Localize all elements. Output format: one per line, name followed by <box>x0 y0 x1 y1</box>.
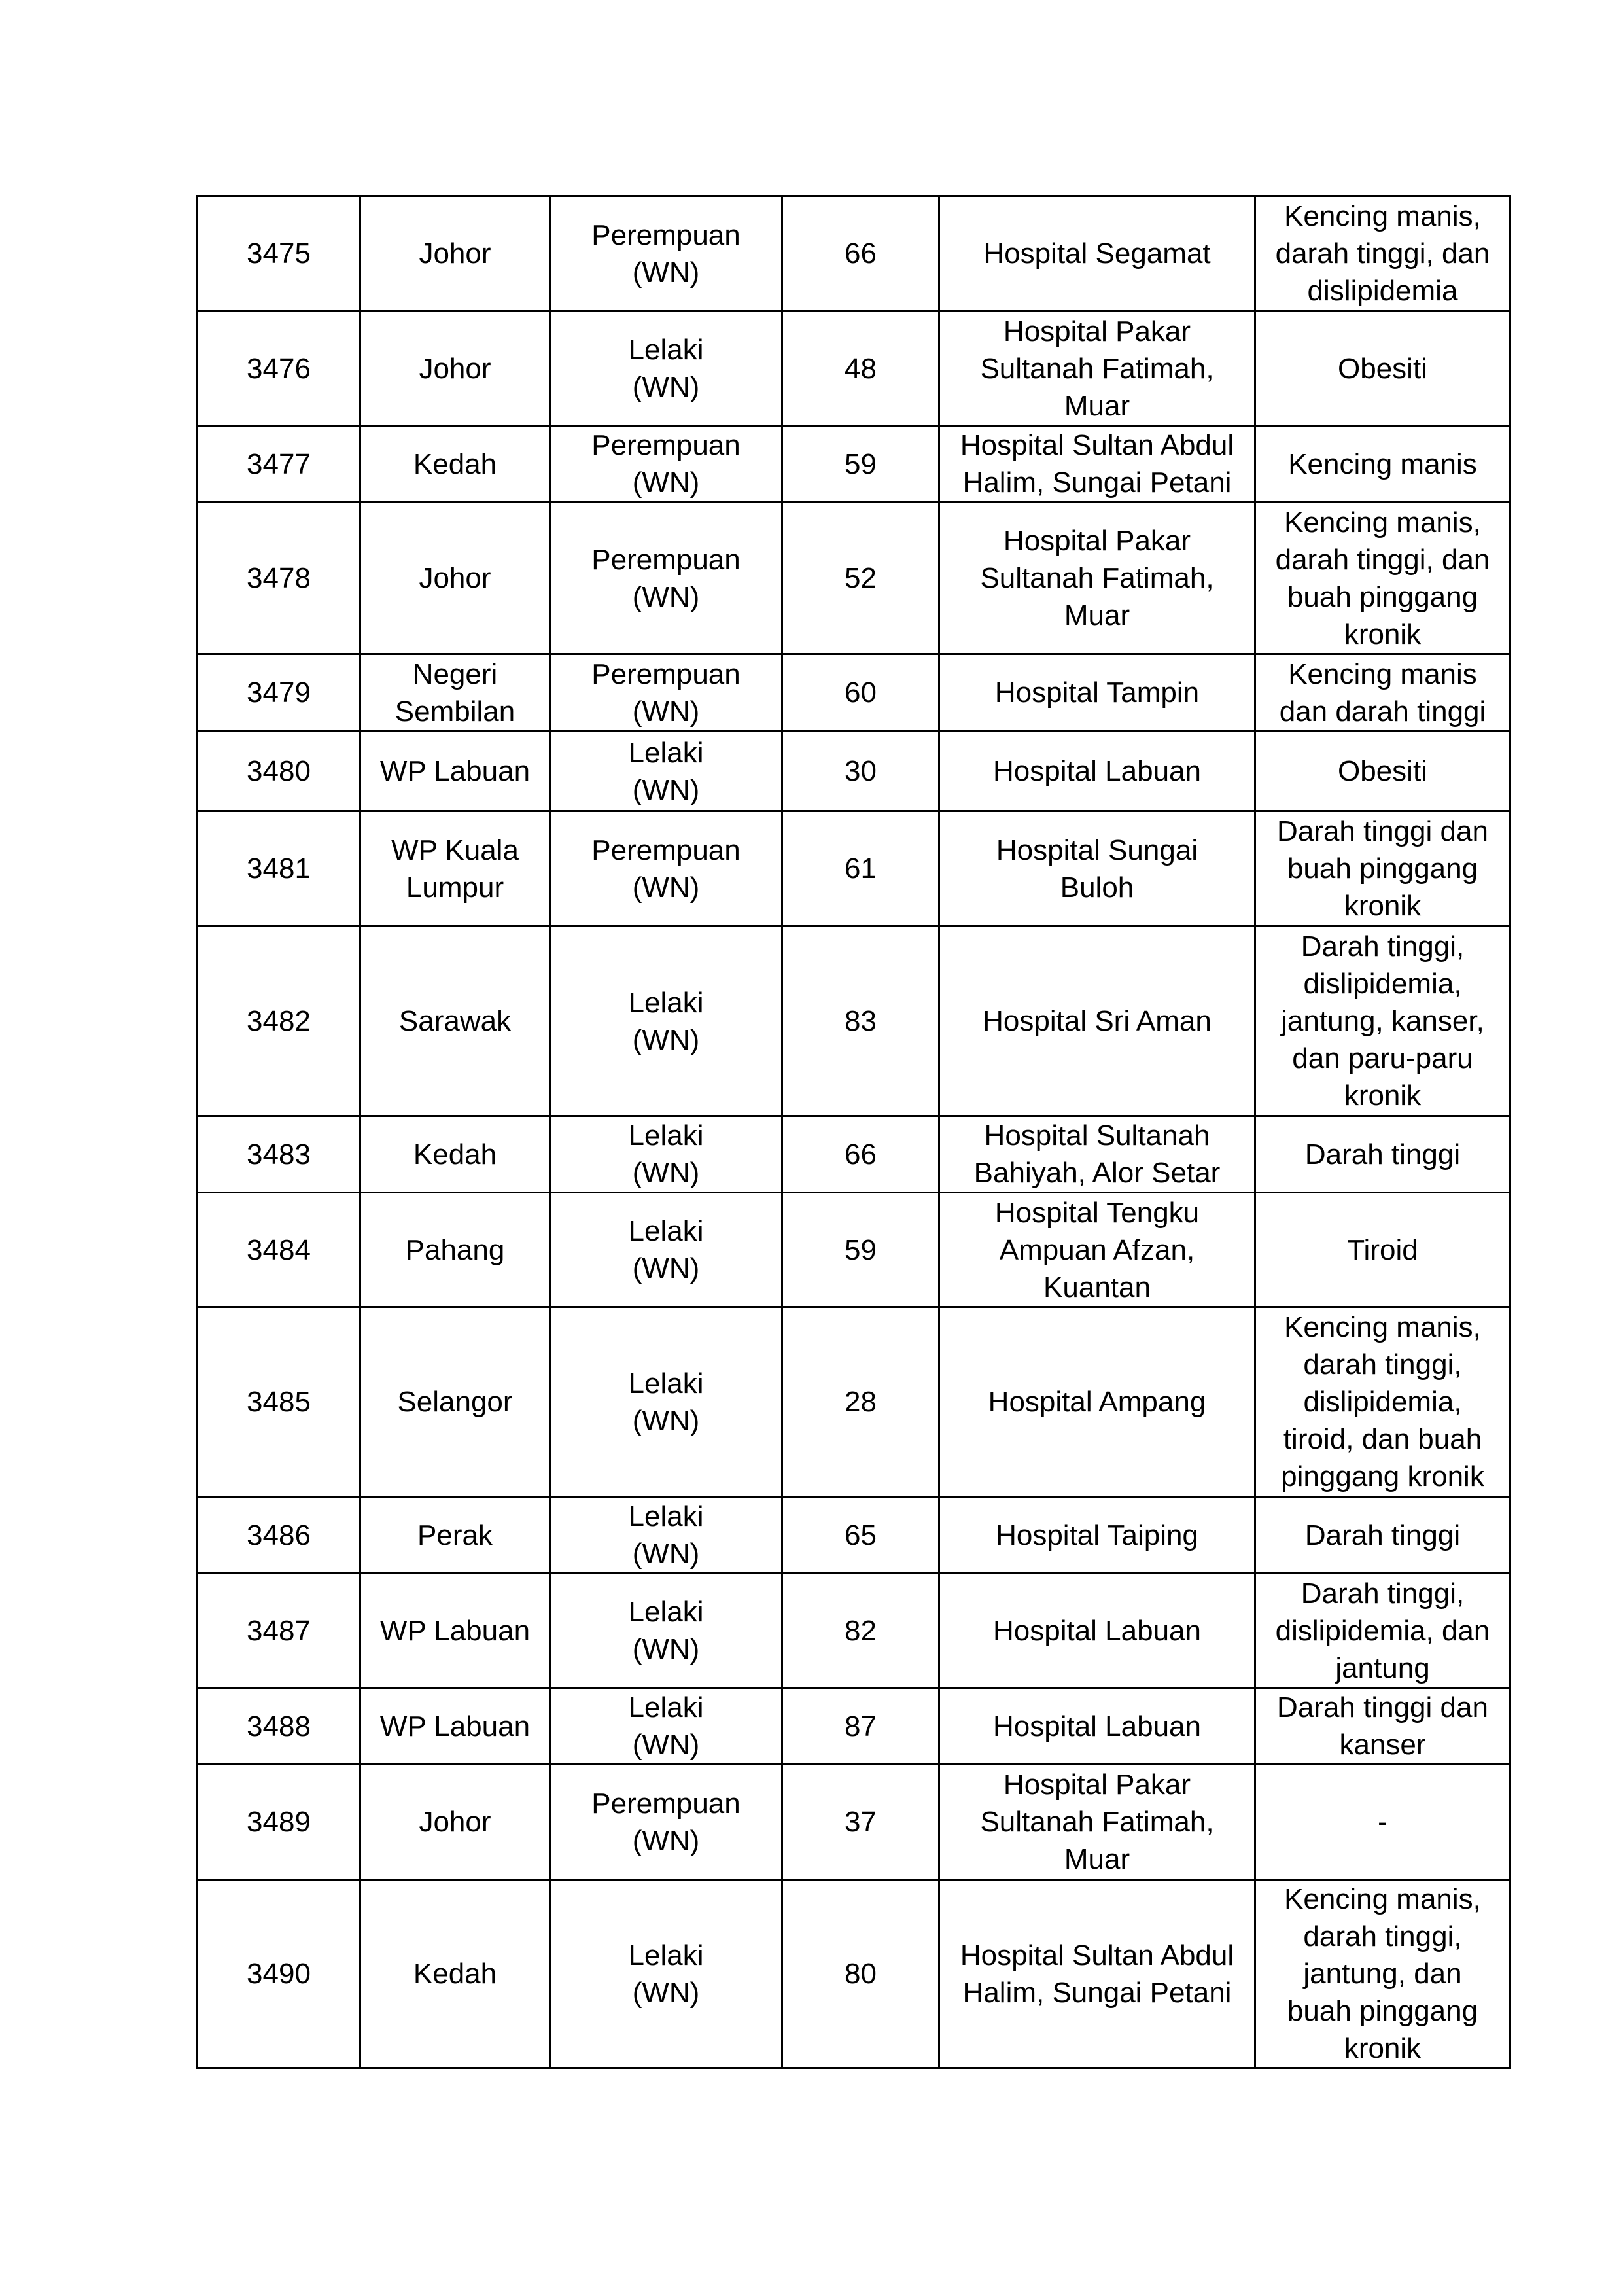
table-row <box>198 1307 1510 1497</box>
gender-cell: Lelaki (WN) <box>550 1307 782 1497</box>
table-row <box>198 196 1510 311</box>
gender-cell: Lelaki (WN) <box>550 732 782 811</box>
hospital-cell: Hospital Labuan <box>939 1688 1255 1765</box>
age-cell: 65 <box>782 1497 939 1574</box>
hospital-cell: Hospital Tengku Ampuan Afzan, Kuantan <box>939 1193 1255 1307</box>
case-number-cell: 3485 <box>198 1307 360 1497</box>
age-cell: 59 <box>782 426 939 503</box>
hospital-cell: Hospital Segamat <box>939 196 1255 311</box>
comorbidity-cell: Tiroid <box>1255 1193 1510 1307</box>
gender-cell: Lelaki (WN) <box>550 927 782 1116</box>
comorbidity-cell: Darah tinggi dan kanser <box>1255 1688 1510 1765</box>
comorbidity-cell: Kencing manis, darah tinggi, dislipidemia, tiroid, dan buah pinggang kronik <box>1255 1307 1510 1497</box>
case-number-cell: 3479 <box>198 654 360 732</box>
comorbidity-cell: Kencing manis <box>1255 426 1510 503</box>
case-number-cell: 3487 <box>198 1574 360 1688</box>
comorbidity-cell: Obesiti <box>1255 311 1510 426</box>
gender-cell: Lelaki (WN) <box>550 1880 782 2068</box>
hospital-cell: Hospital Labuan <box>939 1574 1255 1688</box>
case-number-cell: 3489 <box>198 1765 360 1880</box>
age-cell: 61 <box>782 811 939 927</box>
hospital-cell: Hospital Pakar Sultanah Fatimah, Muar <box>939 503 1255 654</box>
case-number-cell: 3480 <box>198 732 360 811</box>
gender-cell: Lelaki (WN) <box>550 1688 782 1765</box>
hospital-cell: Hospital Pakar Sultanah Fatimah, Muar <box>939 1765 1255 1880</box>
table-row <box>198 927 1510 1116</box>
gender-cell: Perempuan (WN) <box>550 811 782 927</box>
age-cell: 87 <box>782 1688 939 1765</box>
hospital-cell: Hospital Sultan Abdul Halim, Sungai Petani <box>939 426 1255 503</box>
comorbidity-cell: Obesiti <box>1255 732 1510 811</box>
state-cell: Johor <box>360 503 550 654</box>
case-number-cell: 3490 <box>198 1880 360 2068</box>
table-row <box>198 732 1510 811</box>
comorbidity-cell: Darah tinggi <box>1255 1497 1510 1574</box>
hospital-cell: Hospital Labuan <box>939 732 1255 811</box>
table-row <box>198 1497 1510 1574</box>
state-cell: Selangor <box>360 1307 550 1497</box>
state-cell: Johor <box>360 311 550 426</box>
comorbidity-cell: Darah tinggi, dislipidemia, dan jantung <box>1255 1574 1510 1688</box>
gender-cell: Perempuan (WN) <box>550 654 782 732</box>
age-cell: 30 <box>782 732 939 811</box>
state-cell: Kedah <box>360 1880 550 2068</box>
age-cell: 52 <box>782 503 939 654</box>
age-cell: 37 <box>782 1765 939 1880</box>
comorbidity-cell: Kencing manis, darah tinggi, dan dislipidemia <box>1255 196 1510 311</box>
case-number-cell: 3482 <box>198 927 360 1116</box>
state-cell: WP Labuan <box>360 1688 550 1765</box>
hospital-cell: Hospital Sultan Abdul Halim, Sungai Petani <box>939 1880 1255 2068</box>
hospital-cell: Hospital Sri Aman <box>939 927 1255 1116</box>
hospital-cell: Hospital Taiping <box>939 1497 1255 1574</box>
state-cell: Kedah <box>360 426 550 503</box>
state-cell: Pahang <box>360 1193 550 1307</box>
state-cell: WP Kuala Lumpur <box>360 811 550 927</box>
age-cell: 80 <box>782 1880 939 2068</box>
state-cell: WP Labuan <box>360 732 550 811</box>
case-number-cell: 3488 <box>198 1688 360 1765</box>
comorbidity-cell: Kencing manis, darah tinggi, jantung, dan buah pinggang kronik <box>1255 1880 1510 2068</box>
hospital-cell: Hospital Tampin <box>939 654 1255 732</box>
death-cases-table <box>196 195 1511 2069</box>
comorbidity-cell: Darah tinggi, dislipidemia, jantung, kanser, dan paru-paru kronik <box>1255 927 1510 1116</box>
comorbidity-cell: Darah tinggi dan buah pinggang kronik <box>1255 811 1510 927</box>
table-body <box>198 196 1510 2068</box>
comorbidity-cell: - <box>1255 1765 1510 1880</box>
case-number-cell: 3483 <box>198 1116 360 1193</box>
gender-cell: Lelaki (WN) <box>550 1193 782 1307</box>
case-number-cell: 3484 <box>198 1193 360 1307</box>
table-row <box>198 1193 1510 1307</box>
table-row <box>198 1116 1510 1193</box>
gender-cell: Perempuan (WN) <box>550 196 782 311</box>
hospital-cell: Hospital Sungai Buloh <box>939 811 1255 927</box>
table-row <box>198 811 1510 927</box>
age-cell: 60 <box>782 654 939 732</box>
state-cell: Sarawak <box>360 927 550 1116</box>
gender-cell: Perempuan (WN) <box>550 503 782 654</box>
case-number-cell: 3476 <box>198 311 360 426</box>
age-cell: 66 <box>782 1116 939 1193</box>
age-cell: 59 <box>782 1193 939 1307</box>
case-number-cell: 3475 <box>198 196 360 311</box>
age-cell: 48 <box>782 311 939 426</box>
table-row <box>198 426 1510 503</box>
state-cell: Negeri Sembilan <box>360 654 550 732</box>
case-number-cell: 3478 <box>198 503 360 654</box>
table-row <box>198 1688 1510 1765</box>
gender-cell: Lelaki (WN) <box>550 311 782 426</box>
gender-cell: Lelaki (WN) <box>550 1497 782 1574</box>
table-row <box>198 503 1510 654</box>
hospital-cell: Hospital Sultanah Bahiyah, Alor Setar <box>939 1116 1255 1193</box>
state-cell: WP Labuan <box>360 1574 550 1688</box>
case-number-cell: 3481 <box>198 811 360 927</box>
hospital-cell: Hospital Pakar Sultanah Fatimah, Muar <box>939 311 1255 426</box>
state-cell: Kedah <box>360 1116 550 1193</box>
state-cell: Perak <box>360 1497 550 1574</box>
table-row <box>198 311 1510 426</box>
gender-cell: Lelaki (WN) <box>550 1574 782 1688</box>
age-cell: 82 <box>782 1574 939 1688</box>
gender-cell: Lelaki (WN) <box>550 1116 782 1193</box>
comorbidity-cell: Darah tinggi <box>1255 1116 1510 1193</box>
age-cell: 83 <box>782 927 939 1116</box>
case-number-cell: 3486 <box>198 1497 360 1574</box>
hospital-cell: Hospital Ampang <box>939 1307 1255 1497</box>
comorbidity-cell: Kencing manis dan darah tinggi <box>1255 654 1510 732</box>
table-row <box>198 654 1510 732</box>
age-cell: 66 <box>782 196 939 311</box>
state-cell: Johor <box>360 196 550 311</box>
table-row <box>198 1574 1510 1688</box>
comorbidity-cell: Kencing manis, darah tinggi, dan buah pinggang kronik <box>1255 503 1510 654</box>
state-cell: Johor <box>360 1765 550 1880</box>
age-cell: 28 <box>782 1307 939 1497</box>
gender-cell: Perempuan (WN) <box>550 426 782 503</box>
table-row <box>198 1880 1510 2068</box>
case-number-cell: 3477 <box>198 426 360 503</box>
gender-cell: Perempuan (WN) <box>550 1765 782 1880</box>
table-row <box>198 1765 1510 1880</box>
